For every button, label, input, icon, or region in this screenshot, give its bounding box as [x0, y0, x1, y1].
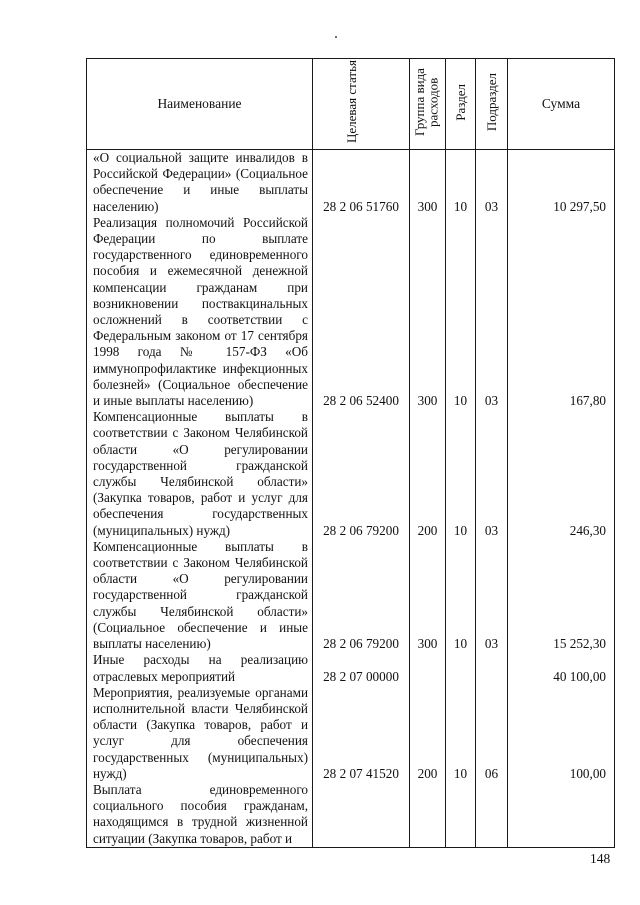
cell-group: 200	[410, 409, 446, 539]
cell-sum: 10 297,50	[508, 150, 615, 215]
cell-section	[446, 782, 476, 847]
cell-sum: 40 100,00	[508, 652, 615, 684]
cell-sum: 167,80	[508, 215, 615, 409]
cell-group	[410, 782, 446, 847]
cell-subsection: 03	[476, 150, 508, 215]
cell-group: 200	[410, 685, 446, 782]
cell-target: 28 2 06 52400	[313, 215, 410, 409]
cell-target: 28 2 06 79200	[313, 539, 410, 652]
scan-speck	[335, 36, 337, 38]
table-row	[87, 539, 615, 652]
cell-sum: 100,00	[508, 685, 615, 782]
cell-sum: 15 252,30	[508, 539, 615, 652]
page-number: 148	[590, 851, 611, 866]
table-row	[87, 150, 615, 215]
cell-sum	[508, 782, 615, 847]
cell-name: «О социальной защите инвалидов в Российской Федерации» (Социальное обеспечение и иные выплаты населению)	[87, 150, 313, 215]
table-row	[87, 685, 615, 782]
cell-subsection: 03	[476, 539, 508, 652]
cell-name: Мероприятия, реализуемые органами исполнительной власти Челябинской области (Закупка товаров, работ и услуг для обеспечения государственных (муниципальных) нужд)	[87, 685, 313, 782]
cell-target: 28 2 06 79200	[313, 409, 410, 539]
cell-subsection: 03	[476, 215, 508, 409]
cell-group: 300	[410, 215, 446, 409]
cell-subsection	[476, 782, 508, 847]
table-row	[87, 215, 615, 409]
cell-group: 300	[410, 539, 446, 652]
cell-subsection	[476, 652, 508, 684]
table-header-row	[87, 59, 615, 150]
cell-name: Компенсационные выплаты в соответствии с Законом Челябинской области «О регулировании государственной гражданской службы Челябинской области» (Социальное обеспечение и иные выплаты населению)	[87, 539, 313, 652]
budget-table	[86, 58, 615, 848]
header-group: Группа вида расходов	[410, 59, 446, 150]
cell-section	[446, 652, 476, 684]
cell-subsection: 06	[476, 685, 508, 782]
cell-section: 10	[446, 150, 476, 215]
cell-target: 28 2 07 00000	[313, 652, 410, 684]
header-section: Раздел	[446, 59, 476, 150]
table-row	[87, 409, 615, 539]
cell-target: 28 2 06 51760	[313, 150, 410, 215]
header-sum: Сумма	[508, 59, 615, 150]
cell-target	[313, 782, 410, 847]
cell-section: 10	[446, 685, 476, 782]
cell-subsection: 03	[476, 409, 508, 539]
cell-name: Реализация полномочий Российской Федерации по выплате государственного единовременного пособия и ежемесячной денежной компенсации гражданам при возникновении поствакцинальных осложнений в соответствии с Федеральным законом от 17 сентября 1998 года № 157-ФЗ «Об иммунопрофилактике инфекционных болезней» (Социальное обеспечение и иные выплаты населению)	[87, 215, 313, 409]
table-row	[87, 782, 615, 847]
header-subsection: Подраздел	[476, 59, 508, 150]
header-target: Целевая статья	[313, 59, 410, 150]
cell-section: 10	[446, 409, 476, 539]
cell-name: Иные расходы на реализацию отраслевых мероприятий	[87, 652, 313, 684]
cell-section: 10	[446, 539, 476, 652]
cell-sum: 246,30	[508, 409, 615, 539]
cell-name: Выплата единовременного социального пособия гражданам, находящимся в трудной жизненной ситуации (Закупка товаров, работ и	[87, 782, 313, 847]
table-row	[87, 652, 615, 684]
cell-target: 28 2 07 41520	[313, 685, 410, 782]
cell-name: Компенсационные выплаты в соответствии с Законом Челябинской области «О регулировании государственной гражданской службы Челябинской области» (Закупка товаров, работ и услуг для обеспечения государственных (муниципальных) нужд)	[87, 409, 313, 539]
cell-section: 10	[446, 215, 476, 409]
cell-group: 300	[410, 150, 446, 215]
cell-group	[410, 652, 446, 684]
header-name: Наименование	[87, 59, 313, 150]
